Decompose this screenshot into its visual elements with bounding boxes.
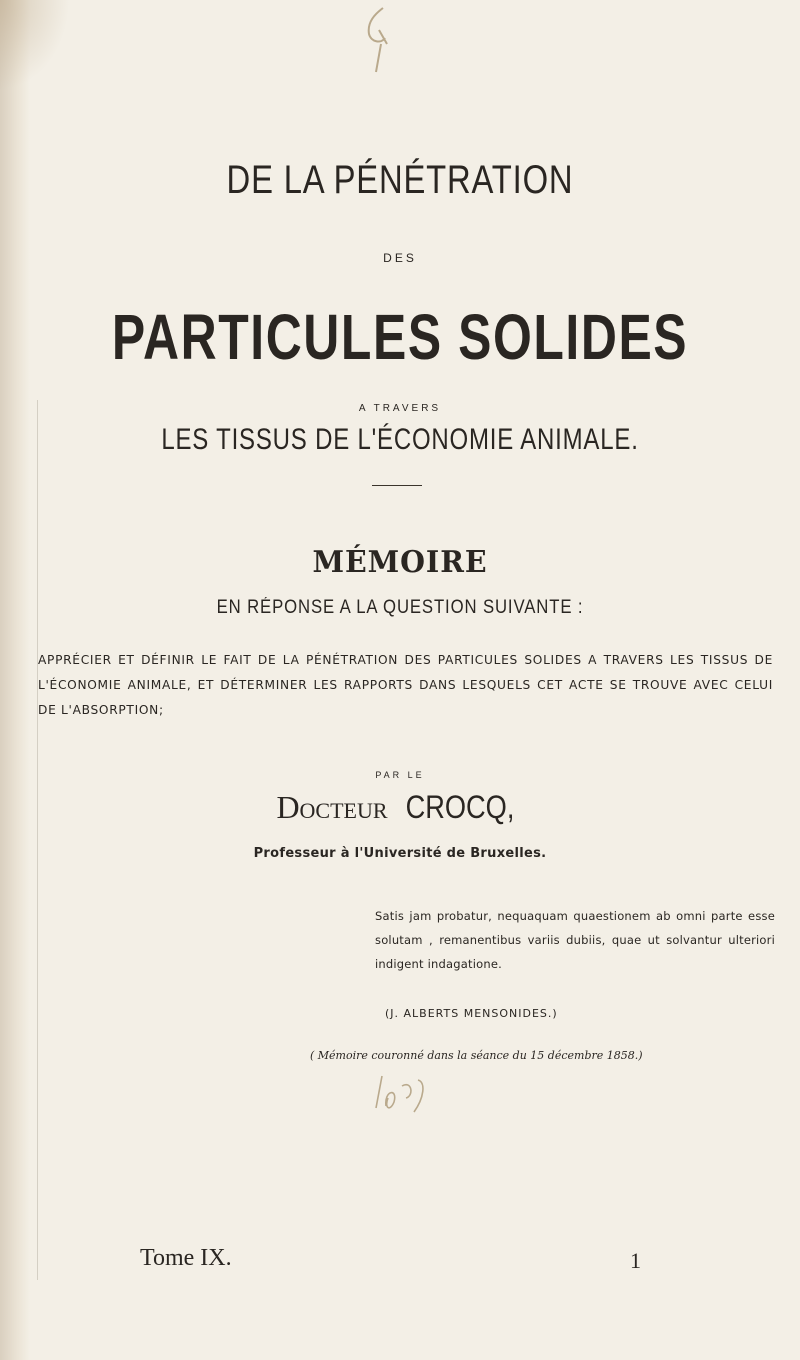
handwritten-number-icon	[368, 1068, 438, 1118]
title-des: DES	[383, 251, 417, 265]
divider	[372, 485, 422, 486]
memoire-heading: MÉMOIRE	[312, 545, 488, 580]
epigraph-text: Satis jam probatur, nequaquam quaestionem ab omni parte esse solutam , remanentibus variis dubiis, quae ut solvantur ulteriori indigent indagatione.	[375, 909, 775, 971]
author-line	[0, 789, 800, 826]
page-crease	[37, 400, 38, 1280]
title-line-3: LES TISSUS DE L'ÉCONOMIE ANIMALE.	[161, 423, 639, 456]
author-name: CROCQ,	[405, 789, 514, 825]
author-position: Professeur à l'Université de Bruxelles.	[253, 846, 547, 861]
reponse-line: EN RÉPONSE A LA QUESTION SUIVANTE :	[216, 597, 584, 618]
signature-mark: 1	[630, 1248, 641, 1273]
epigraph-attribution: (J. ALBERTS MENSONIDES.)	[385, 1007, 558, 1020]
title-line-1: DE LA PÉNÉTRATION	[226, 158, 574, 202]
author-title: Docteur	[276, 789, 388, 825]
corner-stain	[0, 0, 70, 90]
memoire-note: ( Mémoire couronné dans la séance du 15 décembre 1858.)	[310, 1049, 643, 1062]
par-le: PAR LE	[375, 770, 425, 780]
title-a-travers: A TRAVERS	[358, 403, 442, 414]
title-line-2: PARTICULES SOLIDES	[111, 301, 689, 373]
page-edge-shadow	[0, 0, 30, 1360]
tome-label: Tome IX.	[140, 1245, 232, 1271]
pencil-mark-icon	[345, 0, 405, 80]
question-text: APPRÉCIER ET DÉFINIR LE FAIT DE LA PÉNÉTRATION DES PARTICULES SOLIDES A TRAVERS LES TISSUS DE L'ÉCONOMIE ANIMALE, ET DÉTERMINER LES RAPPORTS DANS LESQUELS CET ACTE SE TROUVE AVEC CELUI DE L'ABSORPTION;	[38, 653, 773, 717]
